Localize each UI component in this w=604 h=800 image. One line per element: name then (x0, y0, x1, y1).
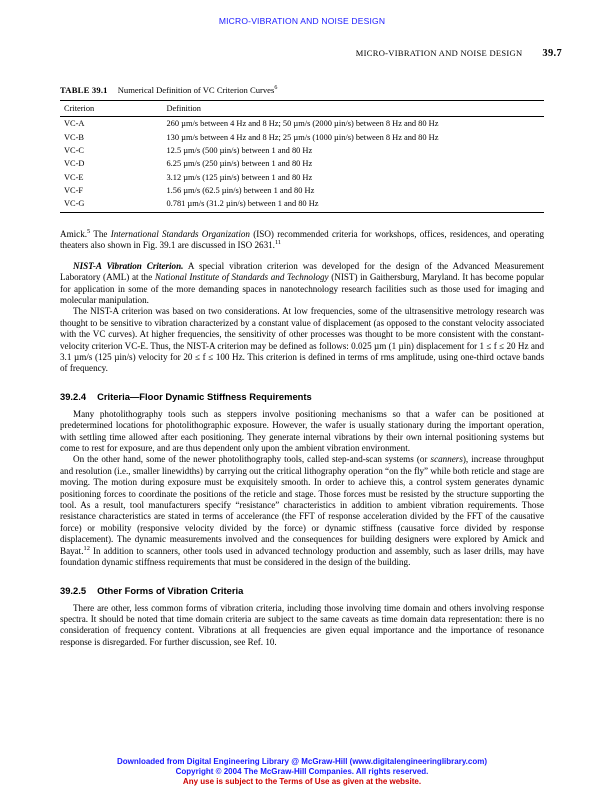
table-row (60, 197, 544, 212)
scanners-term: scanners (430, 454, 463, 465)
table-label: TABLE 39.1 (60, 85, 108, 95)
scanner-text-2: ), increase throughput and resolution (i.e., smaller linewidths) by carrying out the critical lithography operation “on the fly” while both reticle and stage are moving. The motion during exposure must be exquisitely smooth. In order to achieve this, a control system generates dynamic positioning forces to coordinate the positions of the reticle and stage. Those forces must be resisted by the structure supporting the tool. As a result, tool manufacturers specify “resistance” characteristics in addition to ambient vibration requirements. Those resistance characteristics are stated in terms of accelerance (the FFT of response acceleration divided by the FFT of the causative force) or mobility (responsive velocity divided by the force) or dynamic stiffness (causative force divided by response displacement). The dynamic measurements involved and the consequences for building designers were explored by Amick and Bayat. (60, 454, 544, 556)
table-caption (60, 85, 544, 95)
footer-terms-line: Any use is subject to the Terms of Use as given at the website. (182, 777, 422, 786)
cell-criterion: VC-E (64, 172, 84, 182)
paragraph-nist-a (60, 261, 544, 307)
paragraph-scanners (60, 454, 544, 568)
cell-criterion: VC-C (64, 145, 85, 155)
cell-definition: 130 µm/s between 4 Hz and 8 Hz; 25 µm/s (1000 µin/s) between 8 Hz and 80 Hz (166, 132, 439, 142)
amick-lead: Amick. (60, 228, 88, 239)
scanner-text-3: In addition to scanners, other tools used in advanced technology production and assembly, such as laser drills, may have foundation dynamic stiffness requirements that must be considered in the design of the building. (60, 545, 544, 568)
section-heading-39-2-5 (60, 585, 544, 596)
nist-institute-name: National Institute of Standards and Technology (154, 272, 329, 283)
table-row (60, 117, 544, 131)
cell-definition: 12.5 µm/s (500 µin/s) between 1 and 80 Hz (166, 145, 313, 155)
iso-footnote-marker: 11 (274, 239, 282, 247)
page-content (60, 85, 544, 648)
cell-criterion: VC-D (64, 159, 85, 169)
running-head-title: MICRO-VIBRATION AND NOISE DESIGN (355, 48, 523, 58)
table-row (60, 130, 544, 143)
column-header-definition: Definition (166, 101, 544, 117)
running-head (42, 48, 562, 59)
section-title: Criteria—Floor Dynamic Stiffness Requirements (97, 390, 312, 402)
scanner-text-1: On the other hand, some of the newer photolithography tools, called step-and-scan systems (or (73, 454, 431, 465)
footer-source-line: Downloaded from Digital Engineering Library @ McGraw-Hill (www.digitalengineeringlibrary.com) (116, 757, 488, 766)
cell-definition: 6.25 µm/s (250 µin/s) between 1 and 80 Hz (166, 159, 313, 169)
vc-criterion-table (60, 100, 544, 213)
table-row (60, 144, 544, 157)
table-block (60, 85, 544, 213)
paragraph-other-criteria: There are other, less common forms of vibration criteria, including those involving time domain and others involving response spectra. It should be noted that time domain criteria are subject to the same caveats as time domain data representation: there is no consideration of frequency content. Vibrations at all frequencies are given equal importance and the importance of resonance response is disregarded. For further discussion, see Ref. 10. (60, 602, 544, 647)
page-banner: MICRO-VIBRATION AND NOISE DESIGN (218, 16, 386, 26)
column-header-criterion: Criterion (60, 101, 166, 117)
table-title-footnote-marker: 6 (274, 85, 278, 92)
cell-definition: 0.781 µm/s (31.2 µin/s) between 1 and 80 Hz (166, 197, 544, 212)
section-heading-39-2-4 (60, 391, 544, 402)
cell-criterion: VC-G (60, 197, 166, 212)
amick-bayat-footnote-marker: 12 (83, 544, 90, 552)
cell-definition: 3.12 µm/s (125 µin/s) between 1 and 80 Hz (166, 172, 313, 182)
section-number: 39.2.5 (60, 584, 87, 596)
paragraph-stepper-tools: Many photolithography tools such as steppers involve positioning mechanisms so that a wafer can be positioned at predetermined locations for photolithographic exposure. However, the wafer is usually stationary during the important operation, with settling time allowed after each positioning. They generate internal vibrations by their own internal positioning systems but come to rest for exposure, and are thus dependent only upon the ambient vibration environment. (60, 408, 544, 454)
table-header-row (60, 101, 544, 117)
nist-a-text-2: (NIST) in Gaithersburg, Maryland. It has become popular for application in some of the more demanding spaces in nanotechnology research facilities such as those used for imaging and molecular manipulation. (60, 272, 545, 305)
table-header (60, 101, 544, 117)
page-number: 39.7 (542, 48, 562, 59)
cell-definition: 1.56 µm/s (62.5 µin/s) between 1 and 80 Hz (166, 186, 315, 196)
nist-a-run-in-heading: NIST-A Vibration Criterion. (73, 260, 184, 271)
paragraph-amick (60, 229, 544, 252)
cell-definition: 260 µm/s between 4 Hz and 8 Hz; 50 µm/s (2000 µin/s) between 8 Hz and 80 Hz (166, 119, 439, 129)
cell-criterion: VC-F (64, 186, 84, 196)
cell-criterion: VC-B (64, 132, 85, 142)
amick-text-2: (ISO) recommended criteria for workshops, offices, residences, and operating theaters also shown in Fig. 39.1 are discussed in ISO 2631. (60, 228, 544, 251)
page-footer (0, 757, 604, 787)
table-row (60, 171, 544, 184)
table-body (60, 117, 544, 213)
amick-iso-name: International Standards Organization (110, 228, 250, 239)
amick-text-1: The (90, 228, 111, 239)
section-title: Other Forms of Vibration Criteria (97, 584, 244, 596)
table-title: Numerical Definition of VC Criterion Curves (117, 85, 275, 95)
cell-criterion: VC-A (64, 119, 85, 129)
table-row (60, 184, 544, 197)
table-row (60, 157, 544, 170)
nist-a-text-1: A special vibration criterion was developed for the design of the Advanced Measurement Laboratory (AML) at the (60, 260, 544, 283)
paragraph-nist-detail: The NIST-A criterion was based on two considerations. At low frequencies, some of the ultrasensitive metrology research was thought to be sensitive to vibration characterized by a constant value of displacement (as opposed to the constant velocity associated with the VC curves). At higher frequencies, the sensitivity of other processes was thought to be more consistent with the constant-velocity criterion VC-E. Thus, the NIST-A criterion may be defined as follows: 0.025 µm (1 µin) displacement for 1 ≤ f ≤ 20 Hz and 3.1 µm/s (125 µin/s) velocity for 20 ≤ f ≤ 100 Hz. This criterion is defined in terms of rms amplitude, using one-third octave bands of frequency. (60, 306, 544, 374)
footer-copyright-line: Copyright © 2004 The McGraw-Hill Companies. All rights reserved. (175, 767, 429, 776)
amick-footnote-marker: 5 (87, 227, 91, 235)
section-number: 39.2.4 (60, 390, 87, 402)
